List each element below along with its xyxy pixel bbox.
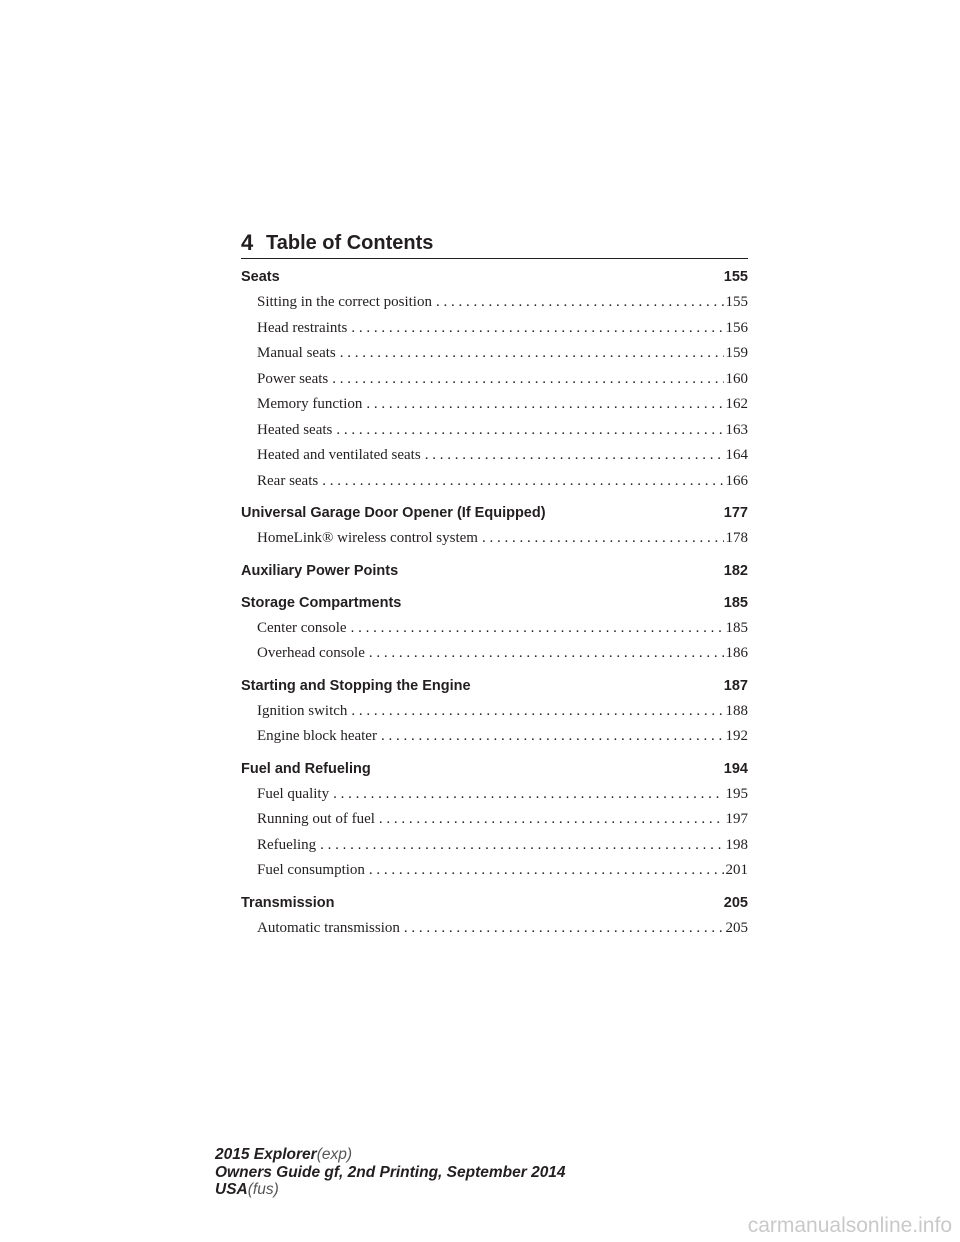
toc-entry[interactable] bbox=[257, 316, 748, 342]
toc-entry-page: 186 bbox=[725, 645, 748, 661]
toc-entry-page: 163 bbox=[725, 421, 748, 438]
footer-line-region bbox=[215, 1181, 566, 1199]
toc-entry-label: Running out of fuel bbox=[257, 811, 375, 827]
toc-section-page: 194 bbox=[723, 760, 748, 777]
table-of-contents bbox=[241, 265, 748, 948]
footer-model: 2015 Explorer bbox=[215, 1146, 317, 1163]
toc-entry[interactable] bbox=[257, 418, 748, 444]
toc-section-page: 177 bbox=[723, 505, 748, 521]
toc-entry[interactable] bbox=[257, 782, 748, 808]
toc-entry[interactable] bbox=[257, 699, 748, 725]
toc-entry-label: Power seats bbox=[257, 370, 329, 387]
toc-entry-label: Sitting in the correct position bbox=[257, 294, 432, 310]
dot-leader bbox=[320, 833, 723, 859]
toc-section-title: Universal Garage Door Opener (If Equipped) bbox=[241, 505, 546, 521]
dot-leader bbox=[351, 699, 723, 725]
footer-line-printing bbox=[215, 1164, 566, 1182]
toc-section-title: Starting and Stopping the Engine bbox=[241, 677, 471, 694]
dot-leader bbox=[336, 418, 723, 444]
toc-entry-label: Automatic transmission bbox=[257, 919, 400, 936]
toc-entry-page: 201 bbox=[725, 862, 748, 878]
toc-entry[interactable] bbox=[257, 290, 748, 316]
dot-leader bbox=[332, 367, 723, 393]
toc-entry-label: Overhead console bbox=[257, 645, 365, 661]
toc-entry[interactable] bbox=[257, 833, 748, 859]
toc-entry[interactable] bbox=[257, 392, 748, 418]
toc-entry-page: 178 bbox=[725, 530, 748, 546]
toc-section-title: Fuel and Refueling bbox=[241, 760, 371, 777]
toc-entry-page: 205 bbox=[725, 919, 748, 936]
footer-line-model bbox=[215, 1146, 566, 1164]
toc-entry-page: 160 bbox=[725, 370, 748, 387]
toc-entry-label: Engine block heater bbox=[257, 728, 377, 744]
toc-section-title: Transmission bbox=[241, 894, 335, 911]
dot-leader bbox=[369, 641, 724, 667]
toc-section-title: Auxiliary Power Points bbox=[241, 562, 399, 579]
footer-printing: Owners Guide gf, 2nd Printing, September 2014 bbox=[215, 1163, 566, 1181]
toc-entry[interactable] bbox=[257, 443, 748, 469]
toc-entry-label: Refueling bbox=[257, 836, 317, 853]
page-title: Table of Contents bbox=[266, 232, 434, 254]
footer-region: USA bbox=[215, 1181, 248, 1198]
toc-entry-page: 198 bbox=[725, 836, 748, 853]
toc-section-page: 185 bbox=[723, 594, 748, 611]
toc-entry-label: Heated seats bbox=[257, 421, 333, 438]
toc-entry-label: Head restraints bbox=[257, 319, 348, 336]
toc-section bbox=[241, 501, 748, 552]
toc-entry-page: 156 bbox=[725, 319, 748, 336]
toc-entry-label: Center console bbox=[257, 619, 347, 636]
toc-entry-label: Ignition switch bbox=[257, 702, 348, 719]
toc-entry[interactable] bbox=[257, 858, 748, 884]
toc-entry-page: 188 bbox=[725, 702, 748, 719]
page-header bbox=[241, 230, 748, 259]
footer-model-code: (exp) bbox=[316, 1146, 353, 1163]
toc-entry[interactable] bbox=[257, 469, 748, 495]
dot-leader bbox=[340, 341, 724, 367]
toc-section-page: 155 bbox=[723, 269, 748, 285]
toc-entry-page: 185 bbox=[725, 619, 748, 636]
toc-entry-page: 159 bbox=[725, 345, 748, 361]
toc-entry[interactable] bbox=[257, 807, 748, 833]
toc-entry[interactable] bbox=[257, 367, 748, 393]
toc-section-title: Seats bbox=[241, 269, 280, 285]
toc-entry-label: Manual seats bbox=[257, 345, 336, 361]
toc-section-heading[interactable] bbox=[241, 559, 748, 584]
dot-leader bbox=[425, 443, 724, 469]
dot-leader bbox=[379, 807, 724, 833]
toc-entry[interactable] bbox=[257, 641, 748, 667]
toc-section-heading[interactable] bbox=[241, 591, 748, 616]
toc-section-heading[interactable] bbox=[241, 757, 748, 782]
dot-leader bbox=[381, 724, 724, 750]
toc-entry-label: Rear seats bbox=[257, 472, 319, 489]
dot-leader bbox=[351, 616, 724, 642]
toc-entry[interactable] bbox=[257, 526, 748, 552]
toc-entry-page: 166 bbox=[725, 472, 748, 489]
toc-entry-page: 192 bbox=[725, 728, 748, 744]
dot-leader bbox=[482, 526, 724, 552]
toc-entry-page: 164 bbox=[725, 447, 748, 463]
footer-region-code: (fus) bbox=[247, 1181, 279, 1198]
toc-section bbox=[241, 265, 748, 494]
dot-leader bbox=[322, 469, 723, 495]
toc-section bbox=[241, 591, 748, 667]
toc-entry-label: Fuel quality bbox=[257, 785, 330, 802]
toc-entry-page: 195 bbox=[725, 785, 748, 802]
toc-section-heading[interactable] bbox=[241, 891, 748, 916]
toc-entry-label: Fuel consumption bbox=[257, 862, 365, 878]
toc-section-page: 205 bbox=[723, 894, 748, 911]
toc-section-heading[interactable] bbox=[241, 501, 748, 526]
page-number: 4 bbox=[241, 230, 254, 255]
document-footer bbox=[215, 1146, 566, 1199]
toc-entry-page: 162 bbox=[725, 396, 748, 412]
toc-entry-page: 197 bbox=[725, 811, 748, 827]
toc-entry[interactable] bbox=[257, 341, 748, 367]
dot-leader bbox=[333, 782, 723, 808]
toc-section bbox=[241, 891, 748, 942]
dot-leader bbox=[436, 290, 724, 316]
dot-leader bbox=[351, 316, 723, 342]
toc-section-title: Storage Compartments bbox=[241, 594, 402, 611]
toc-entry-label: Memory function bbox=[257, 396, 363, 412]
toc-section bbox=[241, 757, 748, 884]
toc-section bbox=[241, 674, 748, 750]
toc-section-heading[interactable] bbox=[241, 674, 748, 699]
toc-entry[interactable] bbox=[257, 616, 748, 642]
watermark: carmanualsonline.info bbox=[747, 1214, 952, 1237]
toc-section bbox=[241, 559, 748, 584]
toc-entry[interactable] bbox=[257, 916, 748, 942]
toc-section-page: 182 bbox=[723, 562, 748, 579]
dot-leader bbox=[404, 916, 724, 942]
dot-leader bbox=[366, 392, 723, 418]
dot-leader bbox=[369, 858, 724, 884]
toc-entry-label: Heated and ventilated seats bbox=[257, 447, 421, 463]
toc-section-heading[interactable] bbox=[241, 265, 748, 290]
toc-entry[interactable] bbox=[257, 724, 748, 750]
toc-entry-page: 155 bbox=[725, 294, 748, 310]
toc-entry-label: HomeLink® wireless control system bbox=[257, 530, 478, 546]
toc-section-page: 187 bbox=[723, 677, 748, 694]
